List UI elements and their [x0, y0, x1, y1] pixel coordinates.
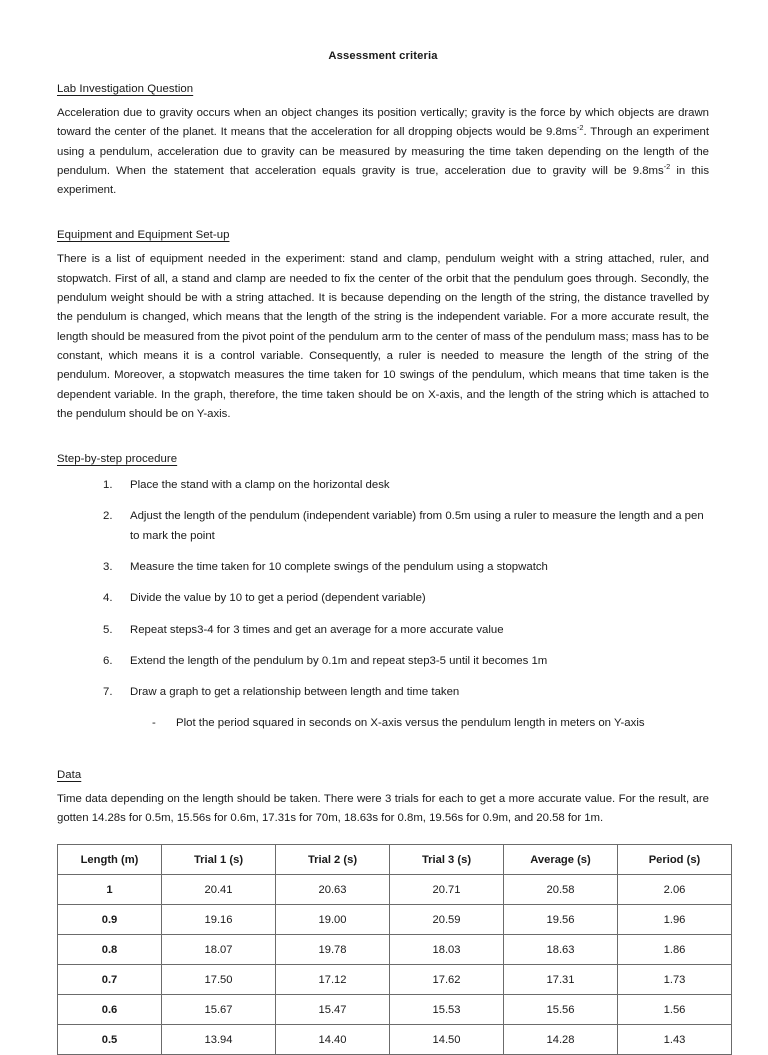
- cell-average: 15.56: [504, 995, 618, 1025]
- cell-period: 1.56: [618, 995, 732, 1025]
- cell-trial-1: 18.07: [162, 935, 276, 965]
- cell-trial-2: 14.40: [276, 1025, 390, 1055]
- cell-trial-2: 20.63: [276, 875, 390, 905]
- cell-length: 1: [58, 875, 162, 905]
- cell-trial-1: 15.67: [162, 995, 276, 1025]
- cell-average: 19.56: [504, 905, 618, 935]
- cell-trial-3: 20.71: [390, 875, 504, 905]
- cell-length: 0.6: [58, 995, 162, 1025]
- cell-period: 1.43: [618, 1025, 732, 1055]
- spacer-after-equipment: [57, 424, 709, 453]
- cell-period: 2.06: [618, 875, 732, 905]
- list-item: Repeat steps3-4 for 3 times and get an average for a more accurate value: [130, 623, 504, 636]
- column-header-trial-1: Trial 1 (s): [162, 845, 276, 875]
- cell-length: 0.5: [58, 1025, 162, 1055]
- cell-trial-2: 19.78: [276, 935, 390, 965]
- pendulum-data-table: [57, 844, 732, 1055]
- list-item-label: Draw a graph to get a relationship between length and time taken: [130, 686, 460, 699]
- list-item: Measure the time taken for 10 complete swings of the pendulum using a stopwatch: [130, 561, 548, 574]
- procedure-step-list: [57, 476, 709, 733]
- cell-length: 0.8: [58, 935, 162, 965]
- table-row: [58, 965, 732, 995]
- cell-trial-1: 17.50: [162, 965, 276, 995]
- cell-trial-2: 17.12: [276, 965, 390, 995]
- cell-length: 0.7: [58, 965, 162, 995]
- table-header-row: [58, 845, 732, 875]
- list-item: - Plot the period squared in seconds on X-axis versus the pendulum length in meters on Y-axis: [152, 714, 709, 733]
- table-row: [58, 905, 732, 935]
- cell-trial-2: 19.00: [276, 905, 390, 935]
- paragraph-text-part-1: Acceleration due to gravity occurs when an object changes its position vertically; gravity is the force by which objects are drawn toward the center of the planet. It means that the acceleration for all dropping objects would be 9.8ms: [57, 107, 709, 139]
- column-header-trial-3: Trial 3 (s): [390, 845, 504, 875]
- section-heading-lab-investigation-question: Lab Investigation Question: [57, 83, 194, 95]
- cell-trial-3: 15.53: [390, 995, 504, 1025]
- page-title: Assessment criteria: [328, 50, 438, 62]
- document-content: [57, 50, 709, 1055]
- table-row: [58, 995, 732, 1025]
- cell-length: 0.9: [58, 905, 162, 935]
- cell-trial-1: 19.16: [162, 905, 276, 935]
- procedure-substep-list: [130, 714, 709, 733]
- spacer-after-procedure: [57, 745, 709, 769]
- cell-trial-3: 14.50: [390, 1025, 504, 1055]
- cell-average: 20.58: [504, 875, 618, 905]
- list-item: Divide the value by 10 to get a period (dependent variable): [130, 592, 426, 605]
- column-header-trial-2: Trial 2 (s): [276, 845, 390, 875]
- paragraph-text-part-3: in this experiment.: [57, 164, 709, 197]
- table-row: [58, 875, 732, 905]
- section-heading-data: Data: [57, 768, 82, 781]
- column-header-length: Length (m): [58, 845, 162, 875]
- paragraph-text-part-2: . Through an experiment using a pendulum, acceleration due to gravity can be measured by measuring the time taken depending on the length of the pendulum. When the statement that acceleration equals gravity is true, acceleration due to gravity will be 9.8ms: [57, 126, 709, 177]
- cell-average: 14.28: [504, 1025, 618, 1055]
- superscript-units-1: -2: [576, 123, 584, 133]
- column-header-average: Average (s): [504, 845, 618, 875]
- cell-trial-2: 15.47: [276, 995, 390, 1025]
- superscript-units-2: -2: [663, 162, 671, 172]
- cell-period: 1.73: [618, 965, 732, 995]
- section-heading-equipment: Equipment and Equipment Set-up: [57, 229, 230, 242]
- table-row: [58, 1025, 732, 1055]
- cell-period: 1.96: [618, 905, 732, 935]
- cell-average: 17.31: [504, 965, 618, 995]
- cell-trial-1: 20.41: [162, 875, 276, 905]
- table-row: [58, 935, 732, 965]
- cell-trial-3: 20.59: [390, 905, 504, 935]
- cell-trial-3: 17.62: [390, 965, 504, 995]
- section-heading-procedure: Step-by-step procedure: [57, 453, 178, 466]
- paragraph-data: Time data depending on the length should be taken. There were 3 trials for each to get a more accurate value. For the result, are gotten 14.28s for 0.5m, 15.56s for 0.6m, 17.31s for 70m, 18.63s for 0.8m, 19.56s for 0.9m, and 20.58 for 1m.: [57, 792, 709, 825]
- paragraph-lab-investigation-question: [57, 104, 709, 200]
- cell-trial-3: 18.03: [390, 935, 504, 965]
- cell-average: 18.63: [504, 935, 618, 965]
- column-header-period: Period (s): [618, 845, 732, 875]
- cell-trial-1: 13.94: [162, 1025, 276, 1055]
- list-item: Place the stand with a clamp on the horizontal desk: [130, 479, 390, 492]
- cell-period: 1.86: [618, 935, 732, 965]
- list-item: Extend the length of the pendulum by 0.1m and repeat step3-5 until it becomes 1m: [130, 654, 548, 667]
- list-item: [103, 683, 709, 733]
- paragraph-equipment: There is a list of equipment needed in the experiment: stand and clamp, pendulum weight with a string attached, ruler, and stopwatch. First of all, a stand and clamp are needed to fix the center of the orbit that the pendulum goes through. Secondly, the pendulum weight should be with a string attached. It is because depending on the length of the string, the distance travelled by the pendulum is changed, which means that the length of the string is the independent variable. For a more accurate result, the length should be measured from the pivot point of the pendulum arm to the center of mass of the pendulum mass; mass has to be constant, which means it is a control variable. Consequently, a ruler is needed to measure the length of the string of the pendulum. Moreover, a stopwatch measures the time taken for 10 swings of the pendulum, which means that time taken is the dependent variable. In the graph, therefore, the time taken should be on X-axis, and the length of the string which is attached to the pendulum should be on Y-axis.: [57, 253, 709, 420]
- spacer-after-lab-question: [57, 200, 709, 229]
- list-item: Adjust the length of the pendulum (independent variable) from 0.5m using a ruler to measure the length and a pen to mark the point: [130, 510, 704, 542]
